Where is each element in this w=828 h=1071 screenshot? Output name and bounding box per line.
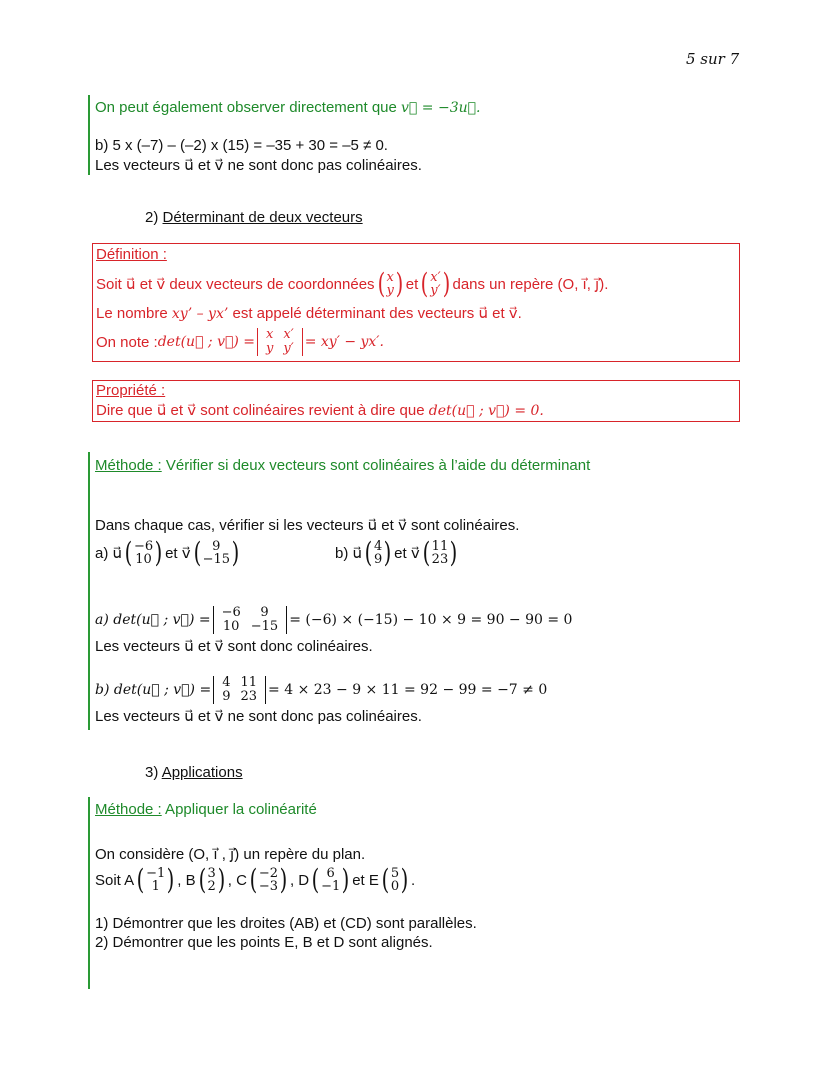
matrix-cell: 4 [222,675,231,690]
matrix-cell: 9 [222,689,231,704]
exercise-a [95,536,242,570]
point-b-label: , B [177,871,196,889]
page-number: 5 sur 7 [686,50,740,68]
coord: 23 [431,552,449,567]
question-1: 1) Démontrer que les droites (AB) et (CD) sont parallèles. [95,915,477,932]
definition-line-2-math: xy’ – yx’ [171,306,229,322]
coord: −15 [202,552,230,567]
property-heading: Propriété : [96,382,166,399]
coords-vector-v: ( x′ y′ ) [420,267,450,300]
vector-u-b: ( 4 9 ) [364,536,392,569]
observe-math: v⃗ = −3u⃗. [401,100,481,116]
method-2-label: Méthode : [95,801,162,818]
method-1-margin-bar [88,452,90,730]
coord: 4 [373,539,383,554]
vector-v-a: ( 9 −15 ) [193,536,240,569]
point-e: ( 5 0 ) [381,863,409,896]
definition-line-3-math: det(u⃗ ; v⃗) = [157,334,256,350]
coord: −3 [258,879,279,894]
coord: −2 [258,866,279,881]
point-d-label: , D [289,871,310,889]
definition-line-3-text: On note : [96,333,158,351]
coord: 1 [151,879,160,894]
matrix-cell: 9 [260,605,269,620]
conclusion-b: Les vecteurs u⃗ et v⃗ ne sont donc pas colinéaires. [95,157,422,174]
solution-a [95,604,572,636]
matrix-cell: y [266,341,274,356]
coord: 2 [207,879,216,894]
determinant-matrix [257,328,303,356]
section-3-heading [145,764,243,781]
coord-y: y [386,283,394,298]
exercise-b-and: et v⃗ [394,545,420,562]
coord: 3 [207,866,216,881]
coord: 9 [373,552,383,567]
solution-b-conclusion: Les vecteurs u⃗ et v⃗ ne sont donc pas colinéaires. [95,708,422,725]
definition-line-3 [96,326,384,358]
point-b: ( 3 2 ) [198,863,226,896]
definition-line-1-text: Soit u⃗ et v⃗ deux vecteurs de coordonnées [96,276,375,293]
coord-x: x [386,270,394,285]
matrix-cell: x′ [283,327,294,342]
observe-text: On peut également observer directement que [95,99,402,116]
method-2-heading [95,801,317,818]
coord-y-prime: y′ [430,283,441,298]
point-c-label: , C [227,871,247,889]
definition-line-2-text: Le nombre [96,305,172,322]
matrix-cell: y′ [283,341,294,356]
solution-b-label: b) det(u⃗ ; v⃗) = [95,682,212,698]
matrix-cell: 10 [222,619,240,634]
definition-line-3-result: = xy′ − yx′. [304,334,384,350]
solution-a-conclusion: Les vecteurs u⃗ et v⃗ sont donc colinéaires. [95,638,373,655]
property-text [96,401,544,419]
solution-b-matrix [213,676,266,704]
matrix-cell: −15 [250,619,279,634]
solution-b-result: = 4 × 23 − 9 × 11 = 92 − 99 = −7 ≠ 0 [268,682,548,698]
vector-u-a: ( −6 10 ) [124,536,163,569]
property-text-main: Dire que u⃗ et v⃗ sont colinéaires revient à dire que [96,402,429,419]
coord: −1 [146,866,166,881]
point-d: ( 6 −1 ) [311,863,350,896]
definition-line-2-end: est appelé déterminant des vecteurs u⃗ et v⃗. [228,305,522,322]
section-2-title: Déterminant de deux vecteurs [162,209,363,226]
coord: 11 [431,539,449,554]
point-a: ( −1 1 ) [136,863,175,896]
matrix-cell: 23 [240,689,258,704]
exercise-b-label: b) u⃗ [335,545,363,562]
coord: 0 [390,879,400,894]
coord: 5 [390,866,400,881]
method-2-title: Appliquer la colinéarité [161,801,317,818]
exercise-a-label: a) u⃗ [95,545,123,562]
points-end: . [411,871,416,889]
method-1-label: Méthode : [95,457,162,474]
observe-line [95,99,480,116]
solution-a-label: a) det(u⃗ ; v⃗) = [95,612,211,628]
coord: 10 [135,552,152,567]
section-3-number: 3) [145,764,162,781]
matrix-cell: −6 [221,605,241,620]
method-2-intro: On considère (O, i⃗ , j⃗) un repère du plan. [95,846,366,863]
method-1-heading [95,457,590,474]
points-line [95,863,415,897]
coord: −1 [321,879,341,894]
coord-x-prime: x′ [430,270,441,285]
matrix-cell: x [266,327,274,342]
section-2-number: 2) [145,209,163,226]
section-3-title: Applications [161,764,243,781]
solution-a-result: = (−6) × (−15) − 10 × 9 = 90 − 90 = 0 [289,612,573,628]
exercise-a-and: et v⃗ [165,545,191,562]
coords-vector-u: ( x y ) [377,267,404,300]
property-text-math: det(u⃗ ; v⃗) = 0. [428,403,544,419]
point-e-label: et E [352,871,379,889]
point-c: ( −2 −3 ) [249,863,288,896]
matrix-cell: 11 [240,675,258,690]
method-margin-bar [88,95,90,175]
method-2-margin-bar [88,797,90,989]
definition-line-1 [96,266,608,302]
coord: −6 [133,539,154,554]
section-2-heading [145,209,363,226]
method-1-instruction: Dans chaque cas, vérifier si les vecteurs u⃗ et v⃗ sont colinéaires. [95,517,520,534]
method-1-title: Vérifier si deux vecteurs sont colinéaires à l’aide du déterminant [161,457,591,474]
solution-b [95,674,547,706]
calc-line-b: b) 5 x (–7) – (–2) x (15) = –35 + 30 = –5 ≠ 0. [95,137,388,154]
definition-heading: Définition : [96,246,167,263]
definition-line-1-end: dans un repère (O, i⃗, j⃗). [452,276,609,293]
definition-line-2 [96,304,522,322]
exercise-b [335,536,460,570]
coord: 6 [326,866,335,881]
points-label: Soit A [95,871,135,889]
question-2: 2) Démontrer que les points E, B et D sont alignés. [95,934,433,951]
vector-v-b: ( 11 23 ) [422,536,458,569]
coord: 9 [212,539,221,554]
solution-a-matrix [213,606,288,634]
definition-line-1-and: et [405,275,419,293]
